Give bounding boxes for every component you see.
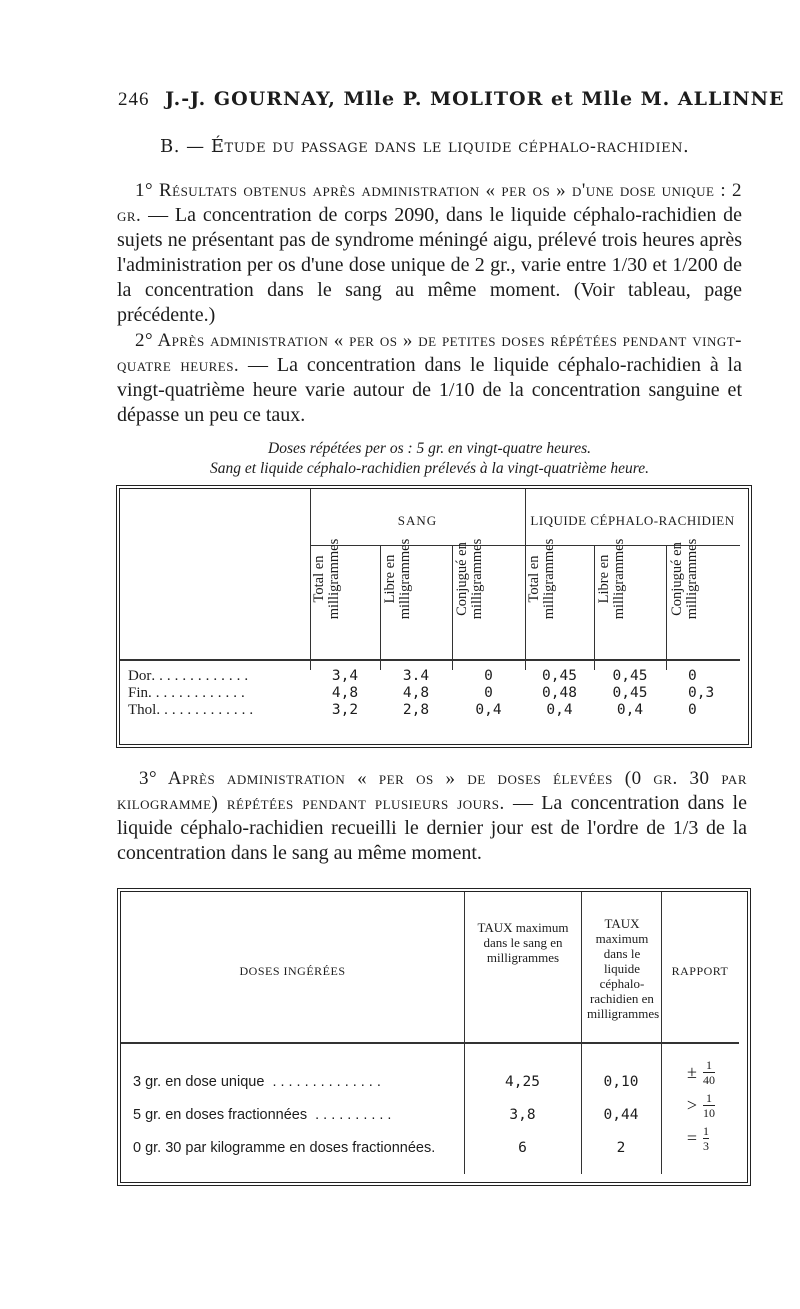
cell: 3.4	[402, 668, 430, 684]
cell: 0,4	[475, 702, 502, 718]
row-label: Fin	[128, 685, 149, 701]
dose-cell: 3 gr. en dose unique	[133, 1074, 265, 1090]
table1	[116, 485, 752, 748]
paragraph-1	[117, 178, 742, 328]
cell: 6	[518, 1140, 527, 1156]
paragraph-1-body: — La concentration de corps 2090, dans le liquide céphalo-rachidien de sujets ne présentant pas de syndrome méningé aigu, prélevé trois heures après l'administration per os d'une dose unique de 2 gr., varie entre 1/30 et 1/200 de la concentration dans le sang au même moment. (Voir tableau, page précédente.)	[117, 204, 743, 326]
dose-cell: 0 gr. 30 par kilogramme en doses fractionnées.	[133, 1140, 436, 1156]
table-row: Dor............. 3,4 3.4 0 0,45 0,45 0	[128, 668, 697, 684]
header-sang: SANG	[397, 513, 438, 528]
table2-lcr	[581, 1066, 661, 1165]
col-lcr-conjugue: Conjugué en milligrammes	[669, 538, 700, 620]
cell: 3,8	[509, 1107, 536, 1123]
col-sang-conjugue: Conjugué en milligrammes	[454, 538, 485, 620]
col-sang-total: Total en milligrammes	[311, 538, 342, 620]
cell: 2,8	[402, 702, 430, 718]
table1-caption-line1: Doses répétées per os : 5 gr. en vingt-quatre heures.	[268, 440, 591, 457]
col-sang-libre: Libre en milligrammes	[382, 538, 413, 620]
table2-doses	[133, 1066, 463, 1165]
table2-rapport	[681, 1056, 737, 1155]
rapport-cell: = $\frac{1}{3}$	[686, 1123, 709, 1153]
cell: 0	[688, 702, 697, 718]
running-head	[118, 88, 785, 111]
cell: 0,3	[688, 685, 715, 701]
section-title: B. — Étude du passage dans le liquide céphalo-rachidien.	[160, 136, 690, 157]
cell: 0	[484, 668, 493, 684]
cell: 0,10	[603, 1074, 639, 1090]
authors: J.-J. GOURNAY, Mlle P. MOLITOR et Mlle M. ALLINNE	[165, 88, 785, 110]
col-doses: DOSES INGÉRÉES	[239, 964, 346, 978]
col-rapport: RAPPORT	[671, 964, 729, 978]
table-row	[133, 1132, 463, 1165]
cell: 0,45	[612, 685, 648, 701]
cell: 4,25	[505, 1074, 540, 1090]
rapport-cell: ± $\frac{1}{40}$	[687, 1057, 715, 1087]
page-number: 246	[118, 89, 150, 110]
cell: 3,2	[331, 702, 359, 718]
col-taux-sang: TAUX maximum dans le sang en milligrammes	[477, 920, 569, 965]
row-label: Thol	[128, 702, 157, 718]
cell: 0,45	[612, 668, 648, 684]
cell: 4,8	[331, 685, 359, 701]
col-lcr-libre: Libre en milligrammes	[596, 538, 627, 620]
table-row: 3 gr. en dose unique ..............	[133, 1074, 385, 1090]
cell: 0,45	[542, 668, 577, 684]
table1-caption-line2: Sang et liquide céphalo-rachidien prélevés à la vingt-quatrième heure.	[210, 460, 649, 477]
paragraph-3	[117, 766, 747, 866]
table2-sang	[464, 1066, 581, 1165]
paragraph-3-body: — La concentration dans le liquide céphalo-rachidien recueilli le dernier jour est de l'ordre de 1/3 de la concentration dans le sang au même moment.	[117, 792, 747, 864]
cell: 2	[616, 1140, 626, 1156]
cell: 3,4	[331, 668, 359, 684]
paragraph-1-heading: 1° Résultats obtenus après administration « per os » d'une dose unique : 2 gr.	[117, 180, 742, 226]
table-row: Thol............. 3,2 2,8 0,4 0,4 0,4 0	[128, 702, 697, 718]
paragraph-2-heading: 2° Après administration « per os » de petites doses répétées pendant vingt-quatre heures.	[117, 330, 742, 376]
rapport-cell: > 1 10	[686, 1090, 715, 1120]
cell: 0,48	[542, 685, 577, 701]
header-lcr: LIQUIDE CÉPHALO-RACHIDIEN	[530, 513, 735, 528]
paragraph-3-heading: 3° Après administration « per os » de doses élevées (0 gr. 30 par kilogramme) répétées pendant plusieurs jours.	[117, 768, 747, 814]
cell: 0	[484, 685, 493, 701]
row-label: Dor	[128, 668, 152, 684]
table-row: 5 gr. en doses fractionnées ..........	[133, 1107, 396, 1123]
table1-rows	[128, 668, 740, 719]
cell: 0,4	[546, 702, 573, 718]
paragraph-2	[117, 328, 742, 428]
cell: 0,4	[616, 702, 644, 718]
paragraphs-1-2	[117, 178, 742, 428]
col-lcr-total: Total en milligrammes	[526, 538, 557, 620]
cell: 0,44	[603, 1107, 639, 1123]
table2	[117, 888, 751, 1186]
dose-cell: 5 gr. en doses fractionnées	[133, 1107, 308, 1123]
paragraph-2-body: — La concentration dans le liquide céphalo-rachidien à la vingt-quatrième heure varie autour de 1/10 de la concentration sanguine et dépasse un peu ce taux.	[117, 354, 742, 426]
cell: 0	[688, 668, 697, 684]
col-taux-lcr: TAUX maximum dans le liquide céphalo-rachidien en milligrammes	[587, 916, 660, 1021]
table-row: Fin............. 4,8 4,8 0 0,48 0,45 0,3	[128, 685, 715, 701]
cell: 4,8	[402, 685, 430, 701]
